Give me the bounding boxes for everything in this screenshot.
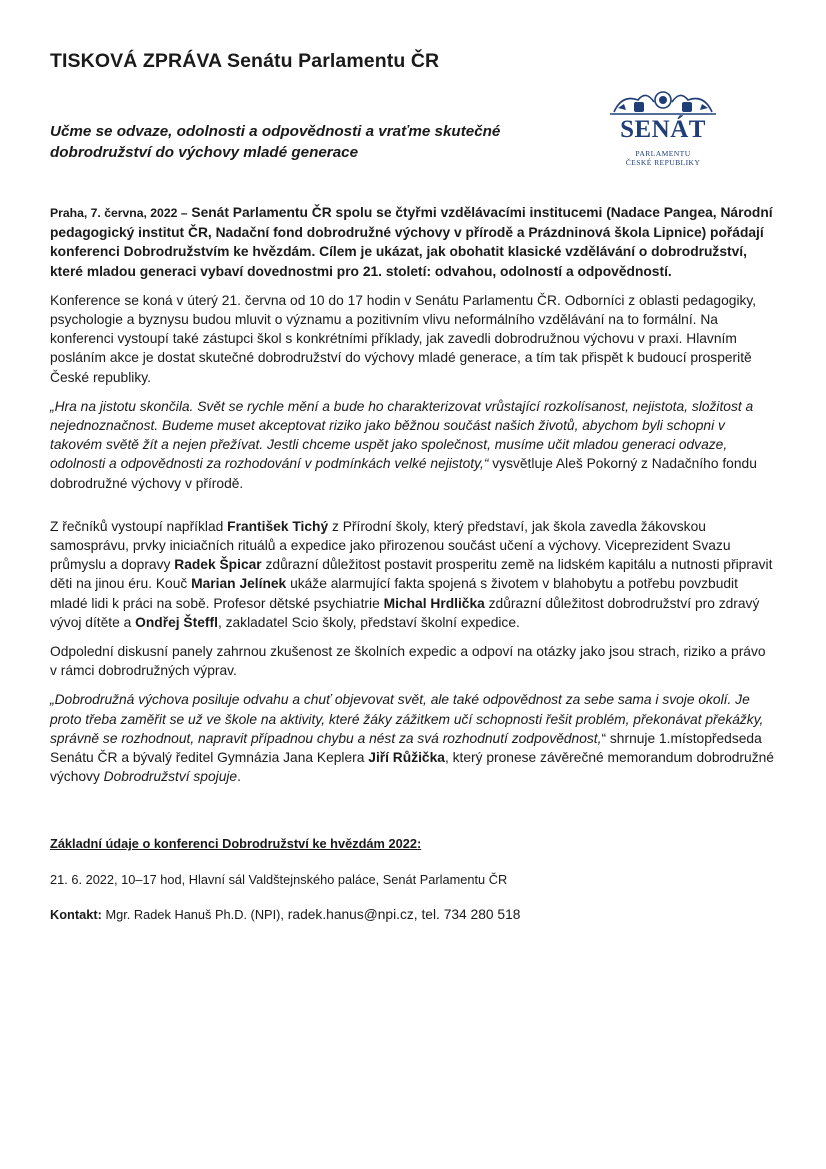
contact-details: radek.hanus@npi.cz, tel. 734 280 518 — [283, 906, 521, 922]
speakers-text: zdůrazní důležitost postavit prosperitu země na lidském kapitálu a nutnosti připravit děti na jinou éru. Kouč — [50, 557, 773, 592]
contact-name: Mgr. Radek Hanuš Ph.D. (NPI), — [101, 906, 284, 922]
speaker-name: František Tichý — [227, 518, 329, 534]
subtitle-line-1: Učme se odvaze, odolnosti a odpovědnosti a vraťme skutečné — [50, 123, 501, 140]
quote-attribution: “ shrnuje 1.místopředseda Senátu ČR a bývalý ředitel Gymnázia Jana Keplera — [50, 730, 762, 766]
speaker-name: Ondřej Šteffl — [135, 614, 218, 630]
subtitle — [50, 121, 590, 163]
paragraph-conference: Konference se koná v úterý 21. června od 10 do 17 hodin v Senátu Parlamentu ČR. Odborníci z oblasti pedagogiky, psychologie a byznysu budou mluvit o významu a pozitivním vlivu neformálního vzdělávání na to formální. Na konferenci vystoupí také zástupci škol s konkrétními příklady, jak zavedli dobrodružnou výchovu v praxi. Hlavním posláním akce je dostat skutečné dobrodružství do výchovy mladé generace, a tím tak přispět k budoucí prosperitě České republiky. — [50, 292, 757, 385]
speaker-name: Michal Hrdlička — [383, 595, 485, 611]
contact-line — [50, 905, 776, 924]
lead-paragraph — [50, 203, 776, 281]
senate-logo — [608, 86, 718, 170]
speakers-text: Z řečníků vystoupí například — [50, 518, 228, 534]
lead-text: Senát Parlamentu ČR spolu se čtyřmi vzdělávacími institucemi (Nadace Pangea, Národní pedagogický institut ČR, Nadační fond dobrodružné výchovy v přírodě a Prázdninová škola Lipnice) pořádají konferenci Dobrodružstvím ke hvězdám. Cílem je ukázat, jak obohatit klasické vzdělávání o dobrodružství, které mladou generaci vybaví dovednostmi pro 21. století: odvahou, odolností a odpovědností. — [50, 205, 773, 279]
event-details: 21. 6. 2022, 10–17 hod, Hlavní sál Valdštejnského paláce, Senát Parlamentu ČR — [50, 871, 508, 887]
memorandum-title: Dobrodružství spojuje — [103, 769, 238, 785]
quote-attribution: vysvětluje Aleš Pokorný z Nadačního fondu dobrodružné výchovy v přírodě. — [50, 456, 757, 491]
speakers-text: ukáže alarmující fakta spojená s životem v blahobytu a potřebu povzbudit mladé lidi k práci na sobě. Profesor dětské psychiatrie — [50, 576, 738, 611]
quote-attribution: , který pronese závěrečné memorandum dobrodružné výchovy — [50, 750, 774, 785]
paragraph-panels: Odpolední diskusní panely zahrnou zkušenost ze školních expedic a odpoví na otázky jako jsou strach, riziko a právo v rámci dobrodružných výprav. — [50, 644, 766, 679]
logo-line-2: ČESKÉ REPUBLIKY — [625, 158, 701, 167]
senate-emblem-icon — [608, 86, 718, 118]
quote-paragraph-2 — [50, 690, 776, 786]
logo-wordmark: SENÁT — [620, 116, 706, 143]
quote-attribution: . — [237, 769, 241, 785]
logo-line-1: PARLAMENTU — [635, 149, 691, 158]
quote-text: „Dobrodružná výchova posiluje odvahu a chuť objevovat svět, ale také odpovědnost za sebe sama i svoje okolí. Je proto třeba zaměřit se už ve škole na aktivity, které žáky zážitkem učí schopnosti řešit problém, překonávat překážky, správně se rozhodnout, napravit případnou chybu a nést za svá rozhodnutí zodpovědnost, — [50, 692, 764, 746]
subtitle-line-2: dobrodružství do výchovy mladé generace — [50, 144, 359, 161]
section-heading-text: Základní údaje o konferenci Dobrodružství ke hvězdám 2022: — [50, 836, 422, 852]
speaker-name: Marian Jelínek — [191, 576, 287, 592]
speakers-text: zdůrazní důležitost dobrodružství pro zdravý vývoj dítěte a — [50, 595, 760, 630]
quote-text: „Hra na jistotu skončila. Svět se rychle mění a bude ho charakterizovat vrůstající rozkolísanost, nejistota, složitost a nejednoznačnost. Budeme muset akceptovat riziko jako běžnou součást našich životů, abychom byli schopni v takovém světě žít a nejen přežívat. Jestli chceme uspět jako společnost, musíme učit mladou generaci odvaze, odolnosti a odpovědnosti za rozhodování v podmínkách velké nejistoty,“ — [50, 398, 754, 472]
section-heading — [50, 834, 776, 853]
quote-paragraph-1 — [50, 397, 776, 493]
speaker-name: Radek Špicar — [174, 557, 262, 573]
contact-label: Kontakt: — [50, 906, 102, 922]
paragraph-speakers — [50, 517, 776, 632]
speakers-text: , zakladatel Scio školy, představí školní expedice. — [217, 614, 520, 630]
dateline: Praha, 7. června, 2022 – — [50, 206, 188, 220]
article-body — [50, 203, 776, 934]
page-title: TISKOVÁ ZPRÁVA Senátu Parlamentu ČR — [50, 50, 440, 72]
speakers-text: z Přírodní školy, který představí, jak škola zavedla žákovskou samosprávu, prvky iniciačních rituálů a expedice jako přirozenou součást učení a výchovy. Viceprezident Svazu průmyslu a dopravy — [50, 518, 731, 573]
speaker-name: Jiří Růžička — [368, 750, 445, 766]
